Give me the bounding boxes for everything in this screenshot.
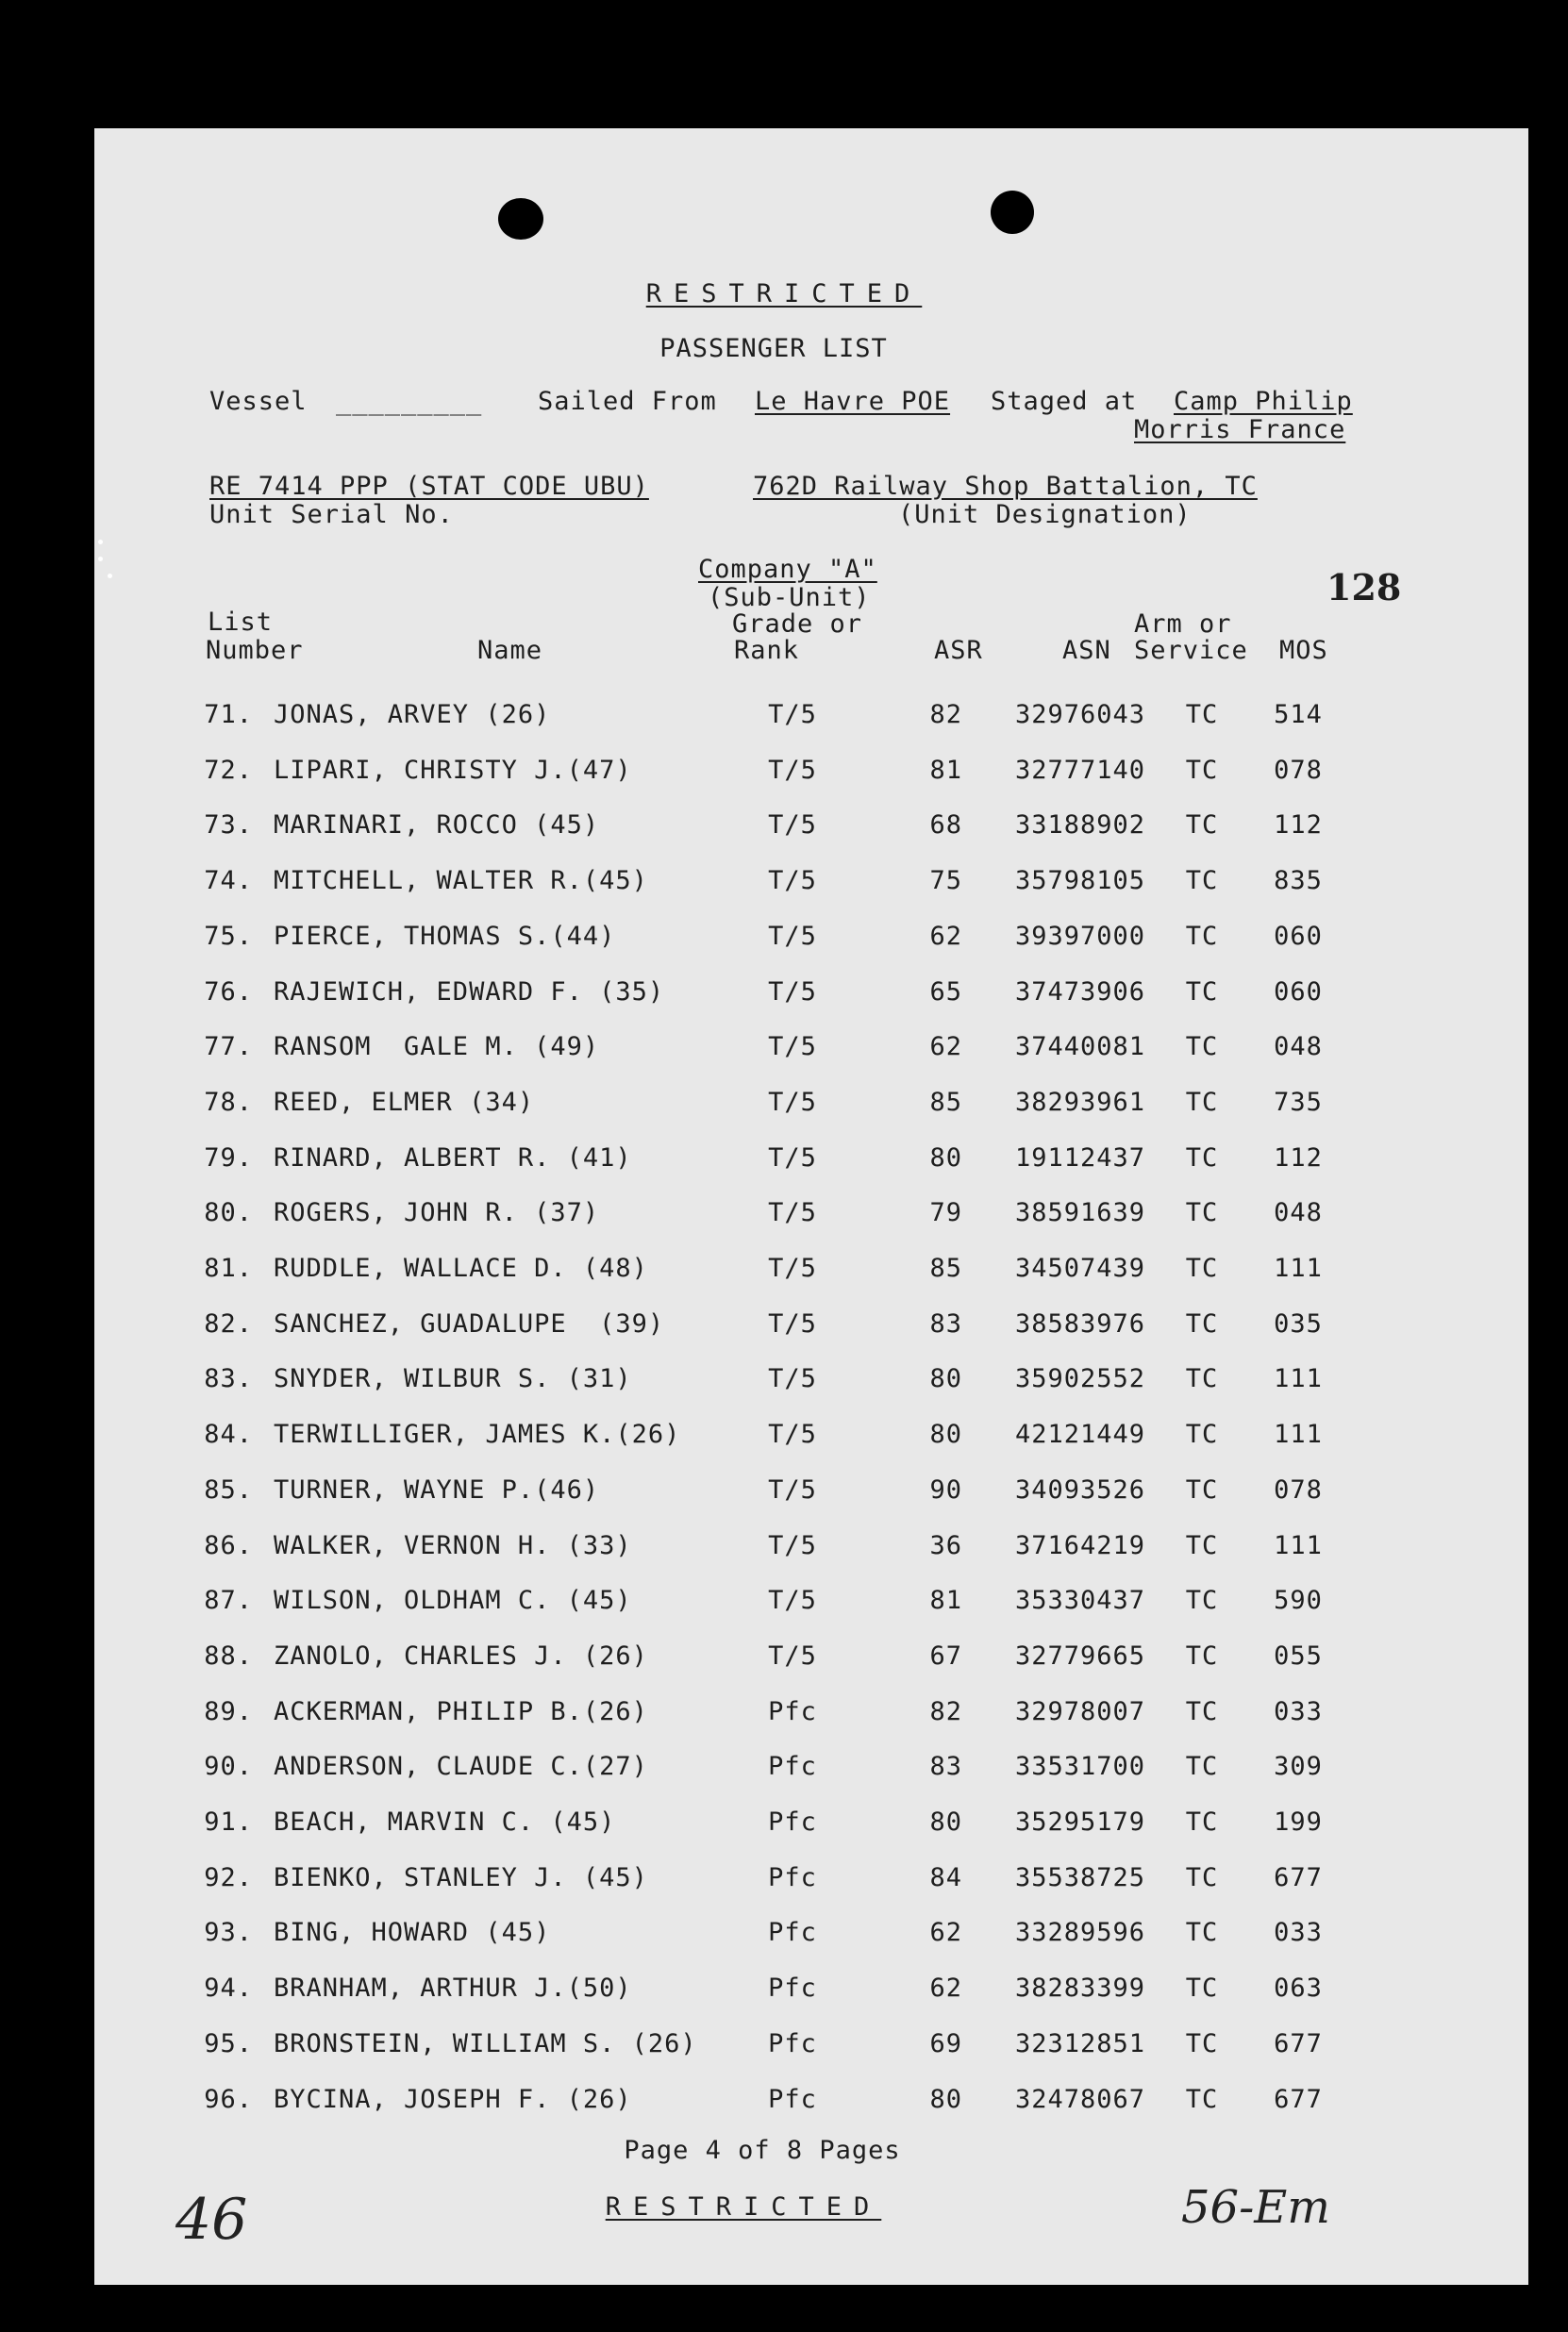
staged-value-line1: Camp Philip xyxy=(1174,387,1353,416)
table-row xyxy=(0,1420,1568,1458)
cell-name: BEACH, MARVIN C. (45) xyxy=(274,1807,616,1837)
cell-grade: T/5 xyxy=(768,1087,817,1117)
cell-grade: Pfc xyxy=(768,2084,817,2114)
cell-name: BYCINA, JOSEPH F. (26) xyxy=(274,2084,632,2114)
table-row xyxy=(0,866,1568,904)
cell-arm: TC xyxy=(1185,1198,1219,1228)
cell-no: 92. xyxy=(204,1862,253,1892)
cell-arm: TC xyxy=(1185,1420,1219,1450)
cell-arm: TC xyxy=(1185,1142,1219,1173)
cell-asn: 32978007 xyxy=(1014,1696,1145,1726)
cell-arm: TC xyxy=(1185,1918,1219,1948)
cell-arm: TC xyxy=(1185,1974,1219,2004)
restricted-footer: RESTRICTED xyxy=(605,2192,882,2222)
cell-no: 77. xyxy=(204,1032,253,1062)
cell-arm: TC xyxy=(1185,866,1219,896)
cell-no: 84. xyxy=(204,1420,253,1450)
cell-name: BRANHAM, ARTHUR J.(50) xyxy=(274,1974,632,2004)
unit-serial-label: Unit Serial No. xyxy=(209,500,454,529)
cell-no: 76. xyxy=(204,976,253,1007)
cell-arm: TC xyxy=(1185,1474,1219,1505)
cell-mos: 199 xyxy=(1274,1807,1323,1837)
cell-no: 91. xyxy=(204,1807,253,1837)
cell-grade: T/5 xyxy=(768,755,817,785)
cell-grade: T/5 xyxy=(768,1641,817,1671)
cell-grade: Pfc xyxy=(768,1807,817,1837)
table-row xyxy=(0,922,1568,959)
cell-asr: 81 xyxy=(929,1586,962,1616)
col-grade-1: Grade or xyxy=(732,609,863,639)
cell-arm: TC xyxy=(1185,1254,1219,1283)
cell-asr: 80 xyxy=(929,1420,962,1450)
table-row xyxy=(0,1198,1568,1236)
cell-asn: 32777140 xyxy=(1014,755,1145,785)
table-row xyxy=(0,1918,1568,1956)
cell-asn: 39397000 xyxy=(1014,921,1145,951)
cell-asr: 80 xyxy=(929,1364,962,1394)
cell-mos: 055 xyxy=(1274,1641,1323,1671)
table-row xyxy=(0,1088,1568,1125)
cell-mos: 112 xyxy=(1274,810,1323,841)
cell-asn: 35330437 xyxy=(1014,1586,1145,1616)
cell-grade: T/5 xyxy=(768,1142,817,1173)
cell-name: BRONSTEIN, WILLIAM S. (26) xyxy=(274,2028,697,2058)
table-row xyxy=(0,1586,1568,1624)
table-row xyxy=(0,1697,1568,1735)
col-asn: ASN xyxy=(1062,636,1111,665)
cell-mos: 111 xyxy=(1274,1364,1323,1394)
punch-hole-left xyxy=(498,198,543,240)
cell-asn: 42121449 xyxy=(1014,1420,1145,1450)
cell-no: 89. xyxy=(204,1696,253,1726)
company-value: Company "A" xyxy=(698,555,877,584)
sailed-from-value: Le Havre POE xyxy=(755,387,951,416)
col-grade-2: Rank xyxy=(734,636,800,665)
cell-name: PIERCE, THOMAS S.(44) xyxy=(274,921,616,951)
cell-no: 93. xyxy=(204,1918,253,1948)
cell-no: 75. xyxy=(204,921,253,951)
cell-no: 94. xyxy=(204,1974,253,2004)
cell-grade: T/5 xyxy=(768,1586,817,1616)
table-row xyxy=(0,2085,1568,2123)
cell-mos: 060 xyxy=(1274,921,1323,951)
cell-name: BING, HOWARD (45) xyxy=(274,1918,551,1948)
cell-asn: 33188902 xyxy=(1014,810,1145,841)
cell-name: LIPARI, CHRISTY J.(47) xyxy=(274,755,632,785)
staged-value-line2: Morris France xyxy=(1134,415,1346,444)
table-row xyxy=(0,1531,1568,1569)
cell-asr: 84 xyxy=(929,1862,962,1892)
cell-name: SNYDER, WILBUR S. (31) xyxy=(274,1364,632,1394)
cell-no: 79. xyxy=(204,1142,253,1173)
staged-label: Staged at xyxy=(991,387,1138,416)
table-row xyxy=(0,1364,1568,1402)
cell-asr: 62 xyxy=(929,1974,962,2004)
cell-grade: Pfc xyxy=(768,2028,817,2058)
cell-name: ACKERMAN, PHILIP B.(26) xyxy=(274,1696,648,1726)
col-mos: MOS xyxy=(1279,636,1328,665)
cell-mos: 111 xyxy=(1274,1420,1323,1450)
col-arm-1: Arm or xyxy=(1134,609,1232,639)
handwritten-initials: 56-Em xyxy=(1181,2181,1330,2234)
cell-grade: T/5 xyxy=(768,1420,817,1450)
cell-asn: 19112437 xyxy=(1014,1142,1145,1173)
cell-asr: 85 xyxy=(929,1087,962,1117)
table-row xyxy=(0,810,1568,848)
cell-name: RAJEWICH, EDWARD F. (35) xyxy=(274,976,665,1007)
cell-mos: 035 xyxy=(1274,1308,1323,1339)
unit-designation-value: 762D Railway Shop Battalion, TC xyxy=(753,472,1258,501)
cell-arm: TC xyxy=(1185,976,1219,1007)
cell-mos: 112 xyxy=(1274,1142,1323,1173)
cell-arm: TC xyxy=(1185,755,1219,785)
cell-mos: 590 xyxy=(1274,1586,1323,1616)
cell-asn: 34507439 xyxy=(1014,1254,1145,1283)
cell-name: JONAS, ARVEY (26) xyxy=(274,700,551,729)
table-row xyxy=(0,1807,1568,1845)
cell-arm: TC xyxy=(1185,1087,1219,1117)
cell-name: RINARD, ALBERT R. (41) xyxy=(274,1142,632,1173)
cell-grade: Pfc xyxy=(768,1974,817,2004)
cell-mos: 677 xyxy=(1274,2028,1323,2058)
cell-arm: TC xyxy=(1185,1807,1219,1837)
cell-arm: TC xyxy=(1185,1696,1219,1726)
cell-mos: 078 xyxy=(1274,1474,1323,1505)
cell-asr: 75 xyxy=(929,866,962,896)
cell-mos: 309 xyxy=(1274,1752,1323,1782)
cell-asr: 68 xyxy=(929,810,962,841)
table-row xyxy=(0,1863,1568,1901)
edge-mark xyxy=(98,540,103,544)
cell-asr: 36 xyxy=(929,1530,962,1560)
cell-asn: 38293961 xyxy=(1014,1087,1145,1117)
cell-name: ANDERSON, CLAUDE C.(27) xyxy=(274,1752,648,1782)
page-number-stamp: 128 xyxy=(1326,566,1402,608)
vessel-label: Vessel xyxy=(209,387,308,416)
cell-asr: 65 xyxy=(929,976,962,1007)
table-row xyxy=(0,1309,1568,1347)
document-title: PASSENGER LIST xyxy=(659,334,888,363)
cell-arm: TC xyxy=(1185,1364,1219,1394)
cell-asr: 80 xyxy=(929,1807,962,1837)
cell-asr: 67 xyxy=(929,1641,962,1671)
cell-grade: T/5 xyxy=(768,700,817,729)
cell-asr: 79 xyxy=(929,1198,962,1228)
cell-name: WALKER, VERNON H. (33) xyxy=(274,1530,632,1560)
cell-mos: 060 xyxy=(1274,976,1323,1007)
cell-grade: T/5 xyxy=(768,1032,817,1062)
vessel-blank: _________ xyxy=(336,387,483,416)
cell-mos: 111 xyxy=(1274,1530,1323,1560)
cell-mos: 078 xyxy=(1274,755,1323,785)
cell-mos: 677 xyxy=(1274,2084,1323,2114)
cell-grade: Pfc xyxy=(768,1696,817,1726)
table-row xyxy=(0,2029,1568,2067)
cell-name: ZANOLO, CHARLES J. (26) xyxy=(274,1641,648,1671)
col-name: Name xyxy=(477,636,543,665)
cell-no: 95. xyxy=(204,2028,253,2058)
table-row xyxy=(0,1752,1568,1790)
cell-no: 73. xyxy=(204,810,253,841)
cell-grade: T/5 xyxy=(768,921,817,951)
cell-name: MITCHELL, WALTER R.(45) xyxy=(274,866,648,896)
cell-asr: 80 xyxy=(929,2084,962,2114)
cell-asn: 32976043 xyxy=(1014,700,1145,729)
cell-asr: 81 xyxy=(929,755,962,785)
cell-name: RUDDLE, WALLACE D. (48) xyxy=(274,1254,648,1283)
table-row xyxy=(0,1974,1568,2011)
cell-grade: T/5 xyxy=(768,1474,817,1505)
cell-grade: T/5 xyxy=(768,1364,817,1394)
cell-no: 78. xyxy=(204,1087,253,1117)
cell-no: 96. xyxy=(204,2084,253,2114)
cell-arm: TC xyxy=(1185,810,1219,841)
cell-asr: 80 xyxy=(929,1142,962,1173)
cell-asr: 62 xyxy=(929,921,962,951)
cell-mos: 048 xyxy=(1274,1198,1323,1228)
cell-name: SANCHEZ, GUADALUPE (39) xyxy=(274,1308,665,1339)
cell-grade: T/5 xyxy=(768,976,817,1007)
cell-mos: 514 xyxy=(1274,700,1323,729)
cell-name: TURNER, WAYNE P.(46) xyxy=(274,1474,600,1505)
cell-arm: TC xyxy=(1185,1308,1219,1339)
cell-no: 71. xyxy=(204,700,253,729)
cell-grade: T/5 xyxy=(768,1198,817,1228)
cell-asn: 38591639 xyxy=(1014,1198,1145,1228)
cell-no: 87. xyxy=(204,1586,253,1616)
cell-no: 88. xyxy=(204,1641,253,1671)
cell-arm: TC xyxy=(1185,2028,1219,2058)
cell-name: TERWILLIGER, JAMES K.(26) xyxy=(274,1420,681,1450)
cell-asn: 35295179 xyxy=(1014,1807,1145,1837)
cell-arm: TC xyxy=(1185,1530,1219,1560)
cell-asr: 82 xyxy=(929,700,962,729)
cell-asr: 90 xyxy=(929,1474,962,1505)
cell-grade: T/5 xyxy=(768,1254,817,1283)
cell-grade: T/5 xyxy=(768,866,817,896)
restricted-heading: RESTRICTED xyxy=(645,279,923,308)
cell-asr: 62 xyxy=(929,1032,962,1062)
cell-asn: 38583976 xyxy=(1014,1308,1145,1339)
cell-mos: 735 xyxy=(1274,1087,1323,1117)
cell-arm: TC xyxy=(1185,1032,1219,1062)
cell-no: 83. xyxy=(204,1364,253,1394)
cell-name: WILSON, OLDHAM C. (45) xyxy=(274,1586,632,1616)
cell-asn: 33531700 xyxy=(1014,1752,1145,1782)
unit-designation-label: (Unit Designation) xyxy=(898,500,1192,529)
edge-mark xyxy=(98,557,103,561)
cell-arm: TC xyxy=(1185,1862,1219,1892)
cell-asn: 37440081 xyxy=(1014,1032,1145,1062)
table-row xyxy=(0,977,1568,1015)
table-row xyxy=(0,756,1568,793)
cell-mos: 033 xyxy=(1274,1696,1323,1726)
cell-asr: 69 xyxy=(929,2028,962,2058)
cell-name: ROGERS, JOHN R. (37) xyxy=(274,1198,600,1228)
cell-grade: Pfc xyxy=(768,1918,817,1948)
cell-arm: TC xyxy=(1185,1586,1219,1616)
cell-asn: 37164219 xyxy=(1014,1530,1145,1560)
col-list-number-1: List xyxy=(208,608,274,637)
cell-grade: T/5 xyxy=(768,1308,817,1339)
cell-asn: 32312851 xyxy=(1014,2028,1145,2058)
cell-asn: 35538725 xyxy=(1014,1862,1145,1892)
cell-asn: 37473906 xyxy=(1014,976,1145,1007)
cell-asr: 62 xyxy=(929,1918,962,1948)
cell-asn: 34093526 xyxy=(1014,1474,1145,1505)
cell-name: REED, ELMER (34) xyxy=(274,1087,535,1117)
cell-mos: 111 xyxy=(1274,1254,1323,1283)
cell-name: BIENKO, STANLEY J. (45) xyxy=(274,1862,648,1892)
cell-asr: 85 xyxy=(929,1254,962,1283)
table-row xyxy=(0,1032,1568,1070)
cell-name: MARINARI, ROCCO (45) xyxy=(274,810,600,841)
col-asr: ASR xyxy=(934,636,983,665)
cell-no: 90. xyxy=(204,1752,253,1782)
cell-arm: TC xyxy=(1185,921,1219,951)
cell-mos: 048 xyxy=(1274,1032,1323,1062)
table-row xyxy=(0,700,1568,738)
cell-no: 82. xyxy=(204,1308,253,1339)
edge-mark xyxy=(108,574,112,578)
table-row xyxy=(0,1254,1568,1291)
cell-asn: 32478067 xyxy=(1014,2084,1145,2114)
cell-name: RANSOM GALE M. (49) xyxy=(274,1032,600,1062)
page-footer: Page 4 of 8 Pages xyxy=(624,2136,901,2165)
cell-asn: 35798105 xyxy=(1014,866,1145,896)
punch-hole-right xyxy=(991,191,1034,234)
table-row xyxy=(0,1143,1568,1181)
cell-mos: 677 xyxy=(1274,1862,1323,1892)
company-label: (Sub-Unit) xyxy=(708,583,871,612)
cell-arm: TC xyxy=(1185,700,1219,729)
cell-mos: 063 xyxy=(1274,1974,1323,2004)
cell-no: 74. xyxy=(204,866,253,896)
unit-serial-value: RE 7414 PPP (STAT CODE UBU) xyxy=(209,472,649,501)
table-row xyxy=(0,1475,1568,1513)
handwritten-number: 46 xyxy=(175,2187,248,2253)
cell-grade: T/5 xyxy=(768,1530,817,1560)
cell-mos: 835 xyxy=(1274,866,1323,896)
col-list-number-2: Number xyxy=(206,636,304,665)
table-row xyxy=(0,1641,1568,1679)
cell-no: 81. xyxy=(204,1254,253,1283)
cell-grade: T/5 xyxy=(768,810,817,841)
cell-asn: 38283399 xyxy=(1014,1974,1145,2004)
cell-asr: 83 xyxy=(929,1752,962,1782)
cell-asr: 82 xyxy=(929,1696,962,1726)
col-arm-2: Service xyxy=(1134,636,1248,665)
cell-arm: TC xyxy=(1185,1752,1219,1782)
cell-asn: 32779665 xyxy=(1014,1641,1145,1671)
cell-asn: 33289596 xyxy=(1014,1918,1145,1948)
sailed-from-label: Sailed From xyxy=(538,387,717,416)
cell-no: 86. xyxy=(204,1530,253,1560)
cell-grade: Pfc xyxy=(768,1862,817,1892)
cell-grade: Pfc xyxy=(768,1752,817,1782)
cell-no: 80. xyxy=(204,1198,253,1228)
cell-no: 72. xyxy=(204,755,253,785)
cell-asr: 83 xyxy=(929,1308,962,1339)
cell-arm: TC xyxy=(1185,1641,1219,1671)
cell-mos: 033 xyxy=(1274,1918,1323,1948)
cell-asn: 35902552 xyxy=(1014,1364,1145,1394)
cell-arm: TC xyxy=(1185,2084,1219,2114)
cell-no: 85. xyxy=(204,1474,253,1505)
